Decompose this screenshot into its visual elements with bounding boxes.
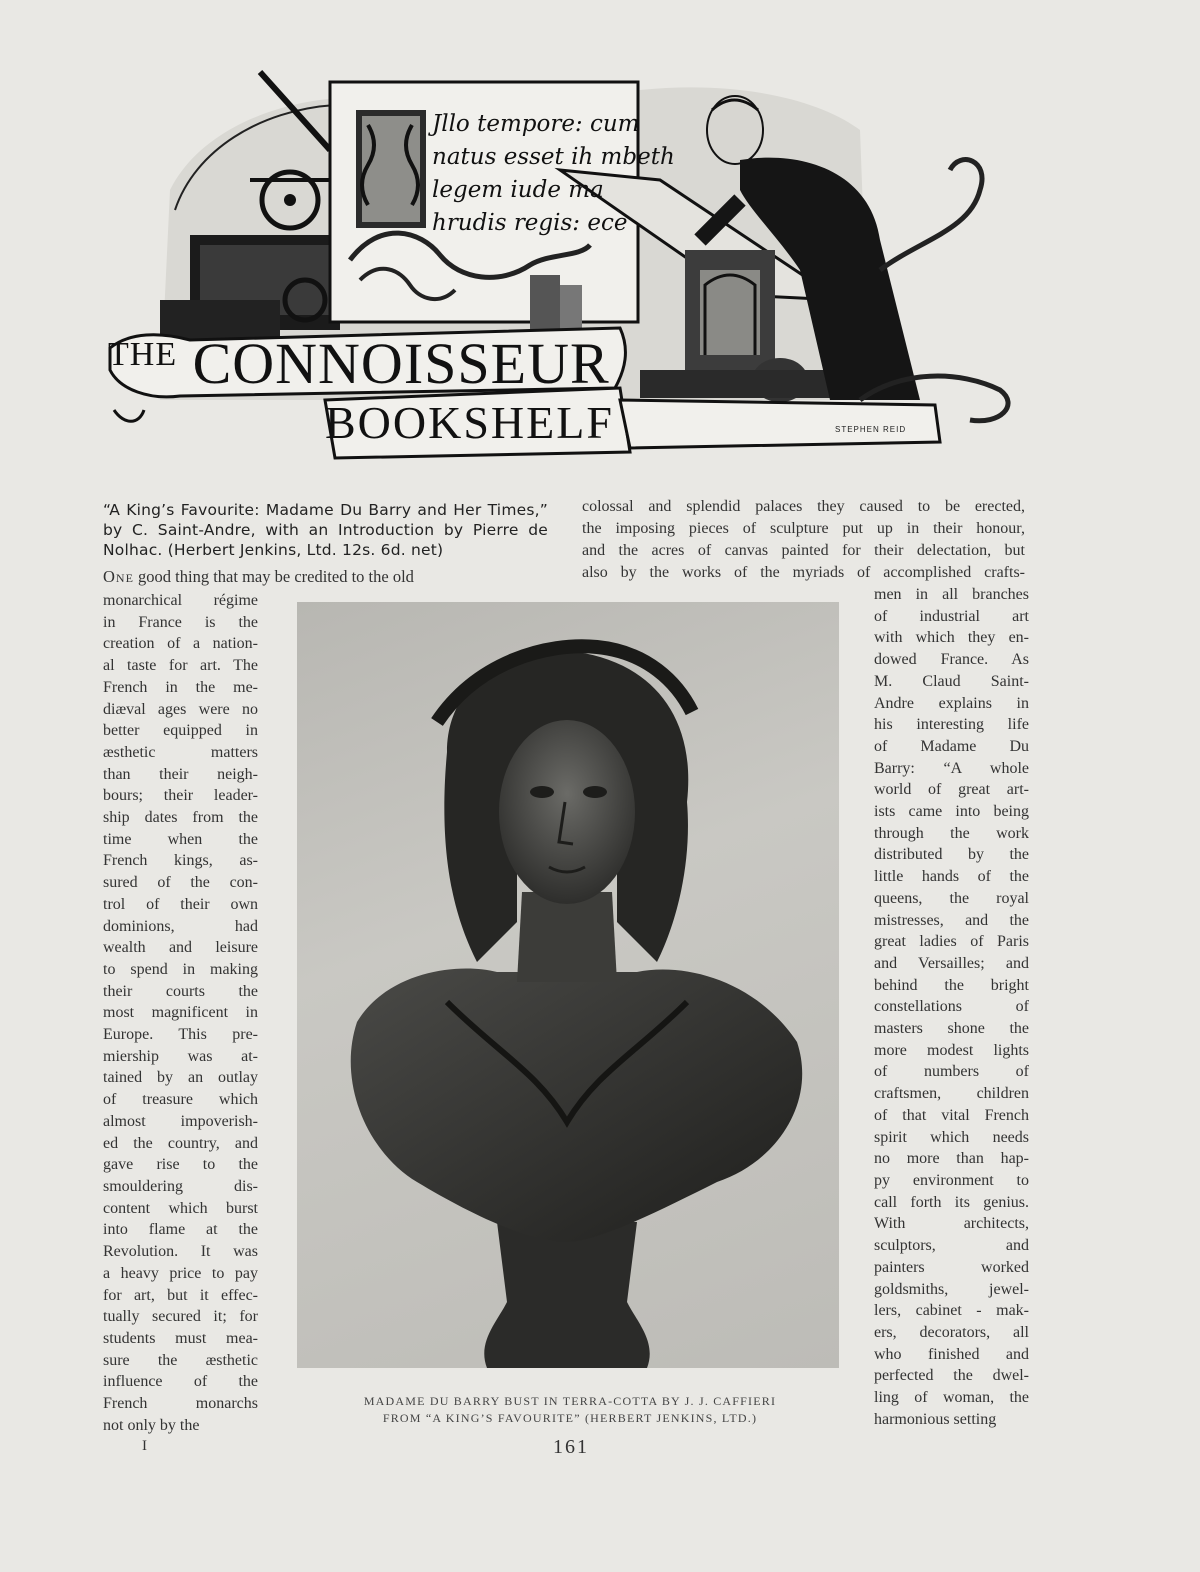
text-line: behind the bright bbox=[874, 976, 1029, 994]
text-line: of that vital French bbox=[874, 1106, 1029, 1124]
text-line: better equipped in bbox=[103, 722, 258, 740]
text-line: the imposing pieces of sculpture put up in their honour, bbox=[582, 520, 1025, 537]
text-line: almost impoverish- bbox=[103, 1112, 258, 1130]
manuscript-line: natus esset ih mbeth bbox=[432, 144, 675, 170]
lead-line bbox=[103, 566, 548, 588]
manuscript-line: legem iude ma bbox=[432, 177, 604, 203]
text-line: perfected the dwel- bbox=[874, 1367, 1029, 1385]
text-line: content which burst bbox=[103, 1199, 258, 1217]
left-column bbox=[103, 590, 258, 1436]
text-line: creation of a nation- bbox=[103, 635, 258, 653]
text-line: great ladies of Paris bbox=[874, 933, 1029, 951]
text-line: their courts the bbox=[103, 982, 258, 1000]
text-line: call forth its genius. bbox=[874, 1193, 1029, 1211]
text-line: craftsmen, children bbox=[874, 1085, 1029, 1103]
text-line: ists came into being bbox=[874, 803, 1029, 821]
photo-caption bbox=[300, 1393, 840, 1427]
manuscript-line: hrudis regis: ece bbox=[432, 210, 628, 236]
text-line: gave rise to the bbox=[103, 1156, 258, 1174]
text-line: sured of the con- bbox=[103, 874, 258, 892]
text-line: little hands of the bbox=[874, 868, 1029, 886]
text-line: goldsmiths, jewel- bbox=[874, 1280, 1029, 1298]
text-line: French monarchs bbox=[103, 1395, 258, 1413]
text-line: diæval ages were no bbox=[103, 700, 258, 718]
caption-line-1: MADAME DU BARRY BUST IN TERRA-COTTA BY J. J. CAFFIERI bbox=[363, 1394, 777, 1408]
text-line: of industrial art bbox=[874, 607, 1029, 625]
signature-mark: I bbox=[142, 1438, 147, 1454]
text-line: and the acres of canvas painted for their delectation, but bbox=[582, 542, 1025, 559]
text-line: for art, but it effec- bbox=[103, 1286, 258, 1304]
masthead-bookshelf: BOOKSHELF bbox=[325, 397, 614, 448]
text-line: time when the bbox=[103, 830, 258, 848]
text-line: influence of the bbox=[103, 1373, 258, 1391]
text-line: monarchical régime bbox=[103, 592, 258, 609]
text-line: French in the me- bbox=[103, 678, 258, 696]
caption-line-2: FROM “A KING’S FAVOURITE” (HERBERT JENKINS, LTD.) bbox=[382, 1411, 758, 1425]
text-line: Andre explains in bbox=[874, 694, 1029, 712]
text-line: Barry: “A whole bbox=[874, 759, 1029, 777]
text-line: of numbers of bbox=[874, 1063, 1029, 1081]
text-line: sculptors, and bbox=[874, 1237, 1029, 1255]
text-line: men in all branches bbox=[874, 586, 1029, 603]
text-line: dowed France. As bbox=[874, 651, 1029, 669]
text-line: colossal and splendid palaces they caused to be erected, bbox=[582, 498, 1025, 515]
text-line: also by the works of the myriads of accomplished crafts- bbox=[582, 564, 1025, 581]
text-line: students must mea- bbox=[103, 1329, 258, 1347]
text-line: queens, the royal bbox=[874, 889, 1029, 907]
text-line: in France is the bbox=[103, 613, 258, 631]
text-line: Europe. This pre- bbox=[103, 1026, 258, 1044]
text-line: most magnificent in bbox=[103, 1004, 258, 1022]
masthead-connoisseur: CONNOISSEUR bbox=[192, 331, 610, 396]
text-line: more modest lights bbox=[874, 1041, 1029, 1059]
text-line: of treasure which bbox=[103, 1091, 258, 1109]
right-column bbox=[874, 584, 1029, 1430]
text-line: painters worked bbox=[874, 1258, 1029, 1276]
artist-signature: STEPHEN REID bbox=[835, 425, 907, 434]
text-line: French kings, as- bbox=[103, 852, 258, 870]
text-line: with which they en- bbox=[874, 629, 1029, 647]
manuscript-line: Jllo tempore: cum bbox=[432, 111, 640, 137]
text-line: of Madame Du bbox=[874, 737, 1029, 755]
lead-smallcaps: One bbox=[103, 567, 134, 586]
text-line: tually secured it; for bbox=[103, 1308, 258, 1326]
text-line: distributed by the bbox=[874, 846, 1029, 864]
text-line: masters shone the bbox=[874, 1020, 1029, 1038]
text-line: M. Claud Saint- bbox=[874, 672, 1029, 690]
top-right-paragraph bbox=[582, 496, 1025, 584]
manuscript-text bbox=[432, 108, 675, 240]
text-line: and Versailles; and bbox=[874, 954, 1029, 972]
text-line: sure the æsthetic bbox=[103, 1351, 258, 1369]
bust-photograph bbox=[297, 602, 839, 1368]
text-line: æsthetic matters bbox=[103, 743, 258, 761]
lead-rest: good thing that may be credited to the old bbox=[133, 567, 414, 586]
text-line: dominions, had bbox=[103, 917, 258, 935]
masthead-the: THE bbox=[108, 336, 178, 373]
text-line: to spend in making bbox=[103, 960, 258, 978]
text-line: trol of their own bbox=[103, 895, 258, 913]
text-line: harmonious setting bbox=[874, 1410, 997, 1428]
text-line: than their neigh- bbox=[103, 765, 258, 783]
text-line: With architects, bbox=[874, 1215, 1029, 1233]
text-line: ers, decorators, all bbox=[874, 1323, 1029, 1341]
text-line: py environment to bbox=[874, 1171, 1029, 1189]
text-line: world of great art- bbox=[874, 781, 1029, 799]
text-line: no more than hap- bbox=[874, 1150, 1029, 1168]
text-line: who finished and bbox=[874, 1345, 1029, 1363]
text-line: Revolution. It was bbox=[103, 1243, 258, 1261]
text-line: wealth and leisure bbox=[103, 939, 258, 957]
text-line: miership was at- bbox=[103, 1047, 258, 1065]
text-line: his interesting life bbox=[874, 716, 1029, 734]
text-line: ship dates from the bbox=[103, 809, 258, 827]
text-line: smouldering dis- bbox=[103, 1177, 258, 1195]
text-line: ling of woman, the bbox=[874, 1389, 1029, 1407]
text-line: ed the country, and bbox=[103, 1134, 258, 1152]
text-line: into flame at the bbox=[103, 1221, 258, 1239]
text-line: mistresses, and the bbox=[874, 911, 1029, 929]
text-line: bours; their leader- bbox=[103, 787, 258, 805]
page-number: 161 bbox=[553, 1436, 589, 1458]
text-line: not only by the bbox=[103, 1416, 200, 1434]
text-line: constellations of bbox=[874, 998, 1029, 1016]
text-line: al taste for art. The bbox=[103, 657, 258, 675]
text-line: through the work bbox=[874, 824, 1029, 842]
text-line: tained by an outlay bbox=[103, 1069, 258, 1087]
bust-image bbox=[297, 602, 839, 1368]
review-heading: “A King’s Favourite: Madame Du Barry and Her Times,” by C. Saint-Andre, with an Introduction by Pierre de Nolhac. (Herbert Jenkins, Ltd. 12s. 6d. net) bbox=[103, 501, 548, 559]
masthead-title bbox=[108, 330, 610, 397]
text-line: spirit which needs bbox=[874, 1128, 1029, 1146]
text-line: lers, cabinet - mak- bbox=[874, 1302, 1029, 1320]
text-line: a heavy price to pay bbox=[103, 1264, 258, 1282]
